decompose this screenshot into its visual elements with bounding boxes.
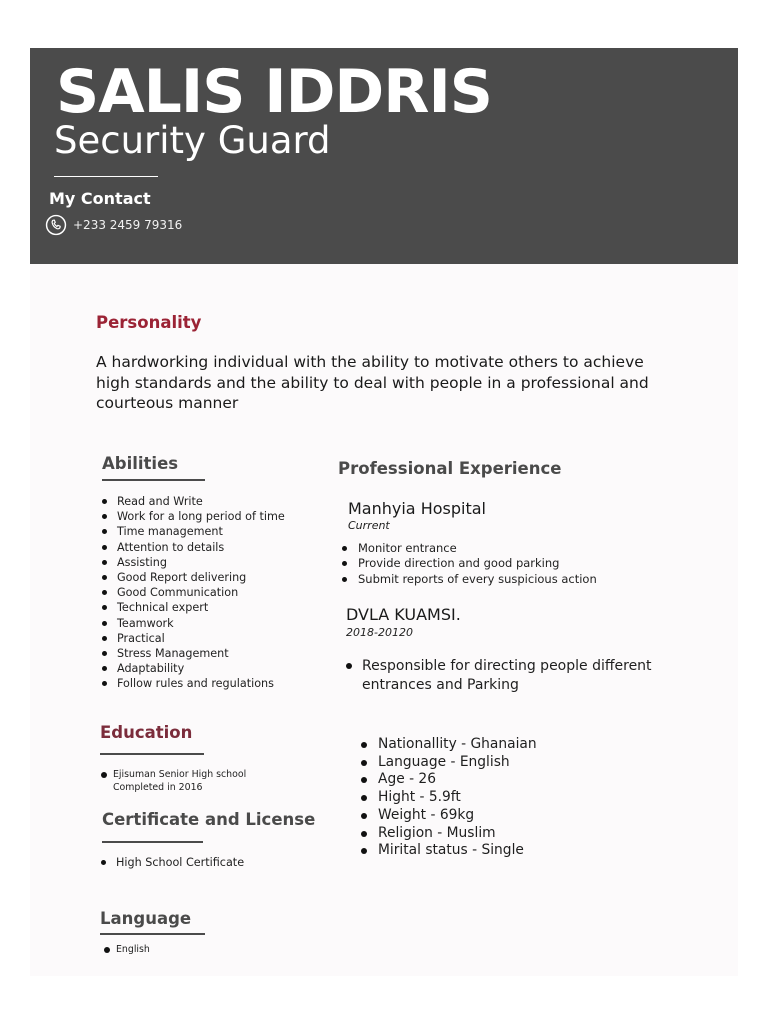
list-item: Responsible for directing people different entrances and Parking [346, 657, 682, 695]
personality-heading: Personality [96, 313, 202, 332]
list-item: Language - English [361, 754, 537, 772]
job-title: Security Guard [54, 119, 331, 162]
list-item: Follow rules and regulations [102, 676, 285, 691]
personality-text: A hardworking individual with the ability to motivate others to achieve high standards and the ability to deal with people in a professional and courteous manner [96, 353, 649, 412]
experience-heading: Professional Experience [338, 459, 562, 478]
job-period: Current [348, 519, 390, 532]
list-item [104, 944, 150, 957]
list-item: Work for a long period of time [102, 509, 285, 524]
school-status: Completed in 2016 [113, 781, 203, 793]
list-item: High School Certificate [101, 855, 244, 870]
list-item: Good Communication [102, 585, 285, 600]
list-item: Nationallity - Ghanaian [361, 736, 537, 754]
employer-name: DVLA KUAMSI. [346, 605, 461, 624]
list-item: Weight - 69kg [361, 807, 537, 825]
language-heading: Language [100, 909, 192, 928]
list-item: Hight - 5.9ft [361, 789, 537, 807]
list-item: Mirital status - Single [361, 842, 537, 860]
language-underline [100, 933, 205, 935]
list-item: Read and Write [102, 494, 285, 509]
certificates-heading: Certificate and License [102, 810, 316, 829]
certificates-underline [102, 841, 203, 843]
personal-details-list [361, 736, 537, 860]
contact-heading: My Contact [49, 189, 151, 208]
education-underline [100, 753, 204, 755]
list-item: Age - 26 [361, 771, 537, 789]
language-name: English [116, 944, 150, 955]
list-item: Monitor entrance [342, 541, 597, 556]
list-item: Religion - Muslim [361, 825, 537, 843]
header-divider [54, 176, 158, 177]
certificates-list [101, 855, 244, 870]
school-name: Ejisuman Senior High school [113, 769, 247, 780]
list-item: Stress Management [102, 646, 285, 661]
job-period: 2018-20120 [346, 626, 413, 639]
phone-icon [45, 214, 67, 236]
job-duties-list [342, 541, 597, 587]
list-item [101, 769, 246, 794]
list-item: Submit reports of every suspicious action [342, 572, 597, 587]
abilities-heading: Abilities [102, 454, 179, 473]
list-item: Adaptability [102, 661, 285, 676]
list-item: Technical expert [102, 600, 285, 615]
list-item: Teamwork [102, 616, 285, 631]
phone-number: +233 2459 79316 [73, 218, 183, 232]
list-item: Practical [102, 631, 285, 646]
abilities-underline [102, 479, 205, 481]
list-item: Attention to details [102, 540, 285, 555]
list-item: Provide direction and good parking [342, 556, 597, 571]
list-item: Assisting [102, 555, 285, 570]
phone-contact [45, 213, 182, 237]
resume-header [30, 48, 738, 264]
candidate-name: SALIS IDDRIS [56, 57, 492, 127]
employer-name: Manhyia Hospital [348, 499, 486, 518]
list-item: Good Report delivering [102, 570, 285, 585]
list-item: Time management [102, 524, 285, 539]
education-heading: Education [100, 723, 193, 742]
abilities-list [102, 494, 285, 692]
